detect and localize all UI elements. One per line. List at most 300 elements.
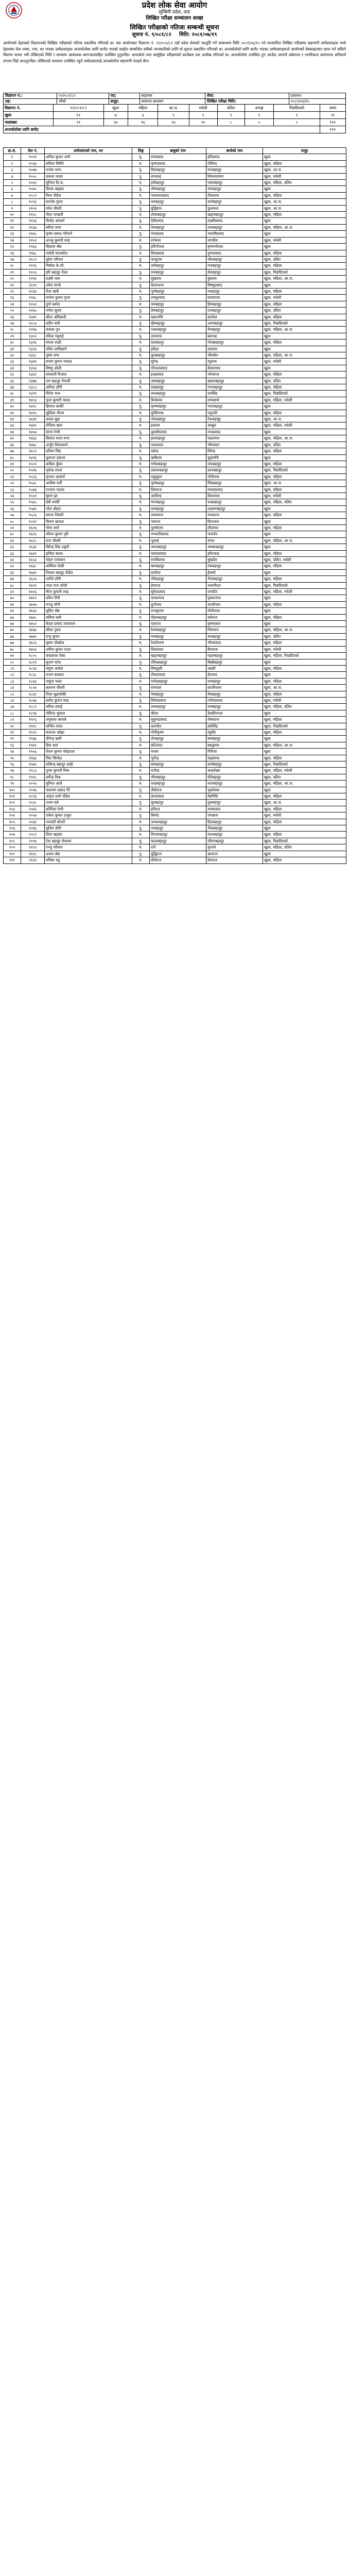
table-cell: ६६ (4, 569, 21, 575)
table-cell: सुरेन्द्र (150, 359, 206, 365)
table-cell: खुला (263, 518, 346, 524)
table-cell: श्यामलाल (206, 806, 263, 812)
table-cell: म. (132, 435, 150, 442)
seats-table (3, 104, 346, 133)
seats-total-value: १११ (320, 126, 345, 133)
table-cell: लक्ष्मीप्रसाद (206, 218, 263, 224)
table-cell: मोहन पासवान (45, 557, 132, 563)
table-cell: खुला, महिला (263, 212, 346, 218)
table-cell: बलबहादुर (150, 563, 206, 569)
table-cell: रविन्द्र भट्टराई (45, 333, 132, 339)
table-cell: १०९३ (21, 199, 45, 205)
table-cell: ३३ (4, 359, 21, 365)
table-cell: १८८२ (21, 704, 45, 710)
table-cell: प्रदीप वली (45, 320, 132, 326)
table-cell: खुला, महिला, दलित (263, 704, 346, 710)
group-value: सामान्य प्रशासन (139, 99, 205, 105)
seats-column-header: महिला (128, 105, 158, 112)
table-cell: म. (132, 550, 150, 556)
table-cell: म. (132, 461, 150, 467)
table-cell: खुला, महिला, मधेशी (263, 768, 346, 774)
table-cell: पु. (132, 493, 150, 499)
table-cell: रेवतीरमण (150, 640, 206, 646)
table-cell: दिनानाथ (206, 518, 263, 524)
table-cell: खुला, महिला (263, 576, 346, 582)
table-cell: ३ (4, 167, 21, 173)
table-cell: म. (132, 627, 150, 633)
results-table (3, 147, 346, 864)
seats-cell: १ (217, 112, 245, 119)
table-cell: ५४ (4, 493, 21, 499)
seats-cell: ५ (245, 119, 274, 126)
table-cell: जनकबहादुर (150, 819, 206, 825)
table-cell: १५०२ (21, 461, 45, 467)
table-cell: खुला (263, 218, 346, 224)
table-cell: नविन लामिछाने (45, 346, 132, 352)
table-cell: खुला, महिला (263, 288, 346, 294)
table-cell: पु. (132, 761, 150, 768)
table-cell: म. (132, 691, 150, 697)
table-cell: पु. (132, 544, 150, 550)
table-cell: कमल बुढा (45, 416, 132, 422)
table-cell: १४७८ (21, 442, 45, 448)
table-row (4, 244, 346, 250)
table-cell: सुन्तले (206, 844, 263, 851)
table-cell: ३९ (4, 397, 21, 403)
table-cell: १६५३ (21, 557, 45, 563)
table-cell: हिमबहादुर (206, 301, 263, 307)
table-cell: पु. (132, 621, 150, 627)
table-cell: पु. (132, 403, 150, 410)
table-cell: खुला, महिला (263, 665, 346, 671)
table-cell: पु. (132, 282, 150, 288)
table-cell: ६३ (4, 550, 21, 556)
notice-title: लिखित परीक्षाको नतिजा सम्बन्धी सूचना (130, 24, 219, 31)
seats-cell: २९ (54, 119, 104, 126)
table-cell: रविन्द्रबहादुर (150, 659, 206, 665)
table-cell: म. (132, 781, 150, 787)
table-cell: लालबहादुर (150, 704, 206, 710)
table-cell: १७२७ (21, 601, 45, 607)
table-cell: अम्बरबहादुर (206, 544, 263, 550)
table-cell: पु. (132, 723, 150, 729)
table-cell: माधव (150, 749, 206, 755)
table-row (4, 205, 346, 211)
table-cell: म. (132, 768, 150, 774)
table-cell: खुला, महिला, दलित (263, 499, 346, 505)
table-cell: २११८ (21, 851, 45, 857)
table-row (4, 537, 346, 544)
table-cell: १९४१ (21, 742, 45, 748)
table-cell: रुपा चौधरी (45, 537, 132, 544)
table-cell: भीमप्रसाद (206, 640, 263, 646)
table-cell: म. (132, 512, 150, 518)
table-cell: अर्जुन विश्वकर्मा (45, 442, 132, 448)
table-row (4, 685, 346, 691)
table-cell: सरिता मगर (45, 224, 132, 230)
table-cell: १६८७ (21, 576, 45, 582)
table-cell: खुला (263, 787, 346, 793)
table-cell: १७१२ (21, 595, 45, 601)
table-cell: धनबहादुर (150, 505, 206, 512)
table-cell: खुला (263, 531, 346, 537)
table-cell: खुला, महिला, आ.ज. (263, 742, 346, 748)
table-cell: १३०२ (21, 333, 45, 339)
table-cell: अमरबहादुर (206, 320, 263, 326)
results-column-header: क्र.सं. (4, 148, 21, 154)
table-cell: चक्रपाणि (150, 314, 206, 320)
table-cell: १९९८ (21, 774, 45, 780)
table-row (4, 640, 346, 646)
table-cell: खुला, महिला (263, 448, 346, 454)
table-cell: म. (132, 640, 150, 646)
table-cell: दिनेश चन्द (45, 391, 132, 397)
table-cell: १०२१ (21, 154, 45, 160)
table-cell: भुलाई (150, 537, 206, 544)
table-cell: ६८ (4, 582, 21, 588)
table-cell: पु. (132, 467, 150, 473)
table-cell: ११८२ (21, 256, 45, 262)
table-cell: ३० (4, 340, 21, 346)
table-row (4, 467, 346, 473)
table-cell: मुकुन्दप्रसाद (150, 717, 206, 723)
table-cell: पु. (132, 244, 150, 250)
table-cell: ६ (4, 186, 21, 192)
table-cell: किरण खनाल (45, 518, 132, 524)
table-cell: बिकास श्रेष्ठ (45, 244, 132, 250)
seats-cell: ५ (274, 119, 320, 126)
table-cell: हिमाल कार्की (45, 403, 132, 410)
table-cell: खुला, पिछडिएको (263, 838, 346, 844)
table-cell: भुपेन्द्र रावल (45, 467, 132, 473)
table-cell: लीलाधर (206, 524, 263, 531)
table-cell: भक्तबहादुर (150, 327, 206, 333)
table-cell: खुला (263, 403, 346, 410)
table-cell: ४१ (4, 410, 21, 416)
table-row (4, 678, 346, 684)
table-cell: १०४ (4, 812, 21, 819)
table-cell: माधवप्रसाद (206, 486, 263, 493)
table-cell: जनार्दन (206, 531, 263, 537)
table-cell: पु. (132, 595, 150, 601)
seats-cell: ७ (103, 112, 128, 119)
table-cell: इन्द्रप्रसाद (150, 371, 206, 378)
table-cell: ४७ (4, 448, 21, 454)
table-cell: खुला, दलित (263, 256, 346, 262)
table-cell: १२१७ (21, 276, 45, 282)
table-row (4, 595, 346, 601)
table-cell: खुला, महिला (263, 717, 346, 723)
table-cell: खुला, महिला (263, 371, 346, 378)
table-cell: पु. (132, 378, 150, 384)
table-cell: सिंहबहादुर (206, 480, 263, 486)
table-cell: खुला (263, 710, 346, 716)
table-cell: १८७६ (21, 697, 45, 703)
table-cell: भुवनेश्वर (206, 787, 263, 793)
table-cell: १५१७ (21, 467, 45, 473)
table-cell: कृष्णबहादुर (150, 403, 206, 410)
table-cell: ३६ (4, 378, 21, 384)
table-cell: पु. (132, 205, 150, 211)
table-cell: चन्द्रकला रोका (45, 653, 132, 659)
table-cell: ११ (4, 218, 21, 224)
table-cell: खुला (263, 736, 346, 742)
table-cell: धर्मराज (206, 614, 263, 620)
table-cell: अब्दुल (206, 422, 263, 429)
table-row (4, 793, 346, 800)
table-cell: ५७ (4, 512, 21, 518)
table-cell: म. (132, 250, 150, 256)
table-cell: १३१६ (21, 340, 45, 346)
table-row (4, 505, 346, 512)
table-cell: तुलबहादुर (206, 800, 263, 806)
table-cell: नरबहादुर (150, 825, 206, 832)
table-cell: १९७९ (21, 761, 45, 768)
table-cell: म. (132, 486, 150, 493)
organization-name: प्रदेश लोक सेवा आयोग (142, 1, 207, 10)
table-cell: नन्दप्रसाद (206, 429, 263, 435)
table-cell: पु. (132, 218, 150, 224)
table-cell: १९६४ (21, 755, 45, 761)
results-column-header: समूह (263, 148, 346, 154)
table-cell: टीकाप्रसाद (150, 672, 206, 678)
table-cell: पु. (132, 365, 150, 371)
table-cell: मञ्जु योगी (45, 601, 132, 607)
table-cell: खुला, महिला (263, 512, 346, 518)
table-cell: खड्गबहादुर (206, 212, 263, 218)
table-row (4, 346, 346, 352)
table-cell: १०७५ (21, 186, 45, 192)
table-cell: ६७ (4, 576, 21, 582)
table-row (4, 352, 346, 359)
table-cell: १३९९ (21, 391, 45, 397)
table-row (4, 403, 346, 410)
table-cell: भोजराज (206, 371, 263, 378)
seats-cell: ३ (128, 112, 158, 119)
table-cell: २१२४ (21, 857, 45, 863)
seats-column-header: मधेशी (189, 105, 217, 112)
level-label: तह: (4, 99, 57, 105)
table-cell: ७९ (4, 653, 21, 659)
table-cell: सुष्मा पोखरेल (45, 640, 132, 646)
table-cell: नारायण प्रसाद गैरे (45, 787, 132, 793)
table-row (4, 250, 346, 256)
table-cell: बिर्खबहादुर (206, 659, 263, 665)
table-cell: ८५ (4, 691, 21, 697)
table-cell: खुला (263, 569, 346, 575)
table-row (4, 601, 346, 607)
table-row (4, 378, 346, 384)
table-row (4, 365, 346, 371)
table-cell: ९८ (4, 774, 21, 780)
table-row (4, 448, 346, 454)
table-cell: अस्मिता केसी (45, 563, 132, 569)
table-cell: म. (132, 742, 150, 748)
table-cell: नरहरि (206, 665, 263, 671)
table-row (4, 473, 346, 480)
table-cell: रणबहादुर (206, 678, 263, 684)
table-row (4, 761, 346, 768)
table-cell: पु. (132, 800, 150, 806)
table-row (4, 167, 346, 173)
table-cell: म. (132, 793, 150, 800)
table-cell: १२४८ (21, 295, 45, 301)
table-cell: खुला, मधेशी (263, 237, 346, 243)
table-cell: १७८६ (21, 640, 45, 646)
table-cell: रामचन्द्र (150, 173, 206, 179)
table-cell: १८४३ (21, 678, 45, 684)
table-cell: पु. (132, 608, 150, 614)
seats-cell: ८ (217, 119, 245, 126)
table-cell: हेमराज (150, 582, 206, 588)
table-cell: पु. (132, 186, 150, 192)
table-cell: नारायणप्रसाद (150, 192, 206, 198)
table-cell: खुला, पिछडिएको (263, 467, 346, 473)
table-cell: ८२ (4, 672, 21, 678)
table-cell: १७ (4, 256, 21, 262)
table-cell: खुला, महिला (263, 806, 346, 812)
table-cell: आशिष घर्ती (45, 480, 132, 486)
table-row (4, 391, 346, 397)
table-cell: १३ (4, 231, 21, 237)
table-cell: कर्णबहादुर (206, 199, 263, 205)
table-cell: खुला, महिला, आ.ज. (263, 537, 346, 544)
table-cell: गोपीनाथ (206, 473, 263, 480)
table-cell: जीवन कुमार पुरी (45, 531, 132, 537)
table-cell: अनुराधा काफ्ले (45, 717, 132, 723)
post-value: सहायक (139, 93, 205, 99)
table-cell: १०६ (4, 825, 21, 832)
table-row (4, 665, 346, 671)
table-cell: खुला (263, 429, 346, 435)
table-cell: ९४ (4, 749, 21, 755)
table-cell: १७६७ (21, 627, 45, 633)
table-cell: खुला, मधेशी (263, 173, 346, 179)
table-cell: खुला, महिला (263, 384, 346, 391)
table-cell: गोरखबहादुर (206, 340, 263, 346)
table-cell: पु. (132, 710, 150, 716)
table-cell: खुला, महिला, आ.ज. (263, 627, 346, 633)
table-cell: केदारनाथ (206, 365, 263, 371)
table-cell: हरिहर (150, 346, 206, 352)
table-cell: खड्गबहादुर (150, 653, 206, 659)
table-cell: १३३८ (21, 352, 45, 359)
table-cell: ध्वजबहादुर (206, 781, 263, 787)
exam-date-label: लिखित परीक्षा मिति: (205, 99, 289, 105)
table-cell: पु. (132, 505, 150, 512)
table-cell: ७० (4, 595, 21, 601)
table-cell: १४२५ (21, 410, 45, 416)
table-cell: गोमा शर्मा (45, 524, 132, 531)
table-cell: ११७८ (21, 250, 45, 256)
table-cell: सरस्वती रिजाल (45, 371, 132, 378)
table-cell: म. (132, 371, 150, 378)
table-cell: नरेश बोहरा (45, 505, 132, 512)
table-cell: रामस्वार्थ (206, 397, 263, 403)
table-row (4, 524, 346, 531)
table-cell: खुला, महिला, आ.ज. (263, 276, 346, 282)
table-cell: १९२२ (21, 729, 45, 735)
table-cell: लोकेन्द्र बहादुर शाही (45, 761, 132, 768)
table-cell: पु. (132, 320, 150, 326)
table-cell: खुला, महिला, आ.ज. (263, 435, 346, 442)
table-cell: हेमनाथ (206, 672, 263, 678)
table-cell: पु. (132, 199, 150, 205)
intro-paragraph: आयोगको देहायको विज्ञापनको लिखित परीक्षाको नतिजा प्रकाशित गरिएको छ। यस आयोगबाट विज्ञापन नं. १२/०८१/८२ तहाँ प्रदेश सेवाको पदपूर्ति गर्ने सम्बन्धमा मिति २०८१/०६/१५ गते सञ्चालित लिखित परीक्षामा सहभागी उम्मेदवारहरू मध्ये देहायका रोल नम्बर, नाम, थर भएका उम्मेदवारहरू अन्तर्वार्ताका लागि छनौट भएको व्यहोरा सम्बन्धित सबैको जानकारीको लागि यो सूचना प्रकाशित गरिएको छ। अन्तर्वार्ताको लागि छनौट भएका उम्मेदवारहरूले आयोगको वेबसाइटबाट प्राप्त गर्न सकिने विवरण फारम भरी तोकिएको मिति र समयमा आवश्यक कागजातसहित उपस्थित हुनुपर्नेछ। अन्तर्वार्ता तथा सामूहिक परीक्षणको कार्यक्रम तल उल्लेख गरिएको छ। अन्तर्वार्तामा उपस्थित हुन आउँदा आफ्नो प्रवेशपत्र र नागरिकता प्रमाणपत्र अनिवार्य रूपमा लिई आउनुपर्नेछ। तोकिएको समयमा उपस्थित नहुने उम्मेदवारलाई अन्तर्वार्तामा सहभागी गराइने छैन। (3, 41, 346, 63)
table-cell: गोरेबहादुर (150, 576, 206, 582)
table-cell: १८०५ (21, 653, 45, 659)
table-cell: खुला, महिला (263, 263, 346, 269)
seats-cell: १४ (158, 119, 189, 126)
table-cell: १५२३ (21, 473, 45, 480)
table-cell: मुक्तिनाथ (150, 410, 206, 416)
table-cell: खुला, महिला (263, 793, 346, 800)
table-cell: विरेन्द्र (206, 448, 263, 454)
table-cell: अनिल कुमार शर्मा (45, 154, 132, 160)
table-cell: धर्मेन्द्र विक (45, 774, 132, 780)
table-cell: शम्भुप्रसाद (150, 295, 206, 301)
table-cell: सविना वली (45, 614, 132, 620)
table-cell: ६२ (4, 544, 21, 550)
table-cell: ३५ (4, 371, 21, 378)
table-cell: कमलप्रसाद (150, 550, 206, 556)
seats-cell: २ (189, 112, 217, 119)
table-row (4, 276, 346, 282)
table-cell: पु. (132, 333, 150, 339)
table-cell: लक्ष्मणबहादुर (206, 505, 263, 512)
table-cell: ४ (4, 173, 21, 179)
table-cell: बलभद्र (206, 333, 263, 339)
table-cell: १८६१ (21, 691, 45, 697)
table-cell: ८० (4, 659, 21, 665)
table-cell: खुला, पिछडिएको (263, 269, 346, 275)
table-cell: १५५९ (21, 493, 45, 499)
section-name: लिखित परीक्षा सञ्चालन शाखा (146, 15, 203, 21)
table-cell: ९७ (4, 768, 21, 774)
table-cell: सुखदेव (206, 557, 263, 563)
table-cell: पु. (132, 429, 150, 435)
table-cell: १३५६ (21, 365, 45, 371)
table-cell: १५६५ (21, 499, 45, 505)
table-cell: म. (132, 340, 150, 346)
table-cell: ५६ (4, 505, 21, 512)
table-cell: चूडामणि (206, 454, 263, 461)
table-row (4, 806, 346, 812)
table-cell: कालीचरण (206, 685, 263, 691)
table-row (4, 819, 346, 825)
header (0, 0, 349, 23)
table-cell: १६२८ (21, 537, 45, 544)
table-cell: जंगबहादुर (206, 186, 263, 192)
table-row (4, 749, 346, 755)
table-cell: खुला, मधेशी (263, 646, 346, 652)
table-cell: रुद्रप्रसाद (206, 755, 263, 761)
table-cell: खुला (263, 672, 346, 678)
table-cell: १८१९ (21, 659, 45, 665)
table-cell: म. (132, 473, 150, 480)
table-cell: १८२४ (21, 665, 45, 671)
table-cell: युवराज ढकाल (45, 454, 132, 461)
table-cell: १२२९ (21, 282, 45, 288)
table-row (4, 384, 346, 391)
table-cell: दलजीत (150, 723, 206, 729)
table-row (4, 192, 346, 198)
table-cell: खुला, महिला (263, 160, 346, 166)
table-cell: नेत्रबहादुर (150, 691, 206, 697)
table-cell: डिलबहादुर (206, 819, 263, 825)
table-cell: बिरेन्द्र सिंह ठकुरी (45, 544, 132, 550)
table-cell: रामपाल (150, 685, 206, 691)
